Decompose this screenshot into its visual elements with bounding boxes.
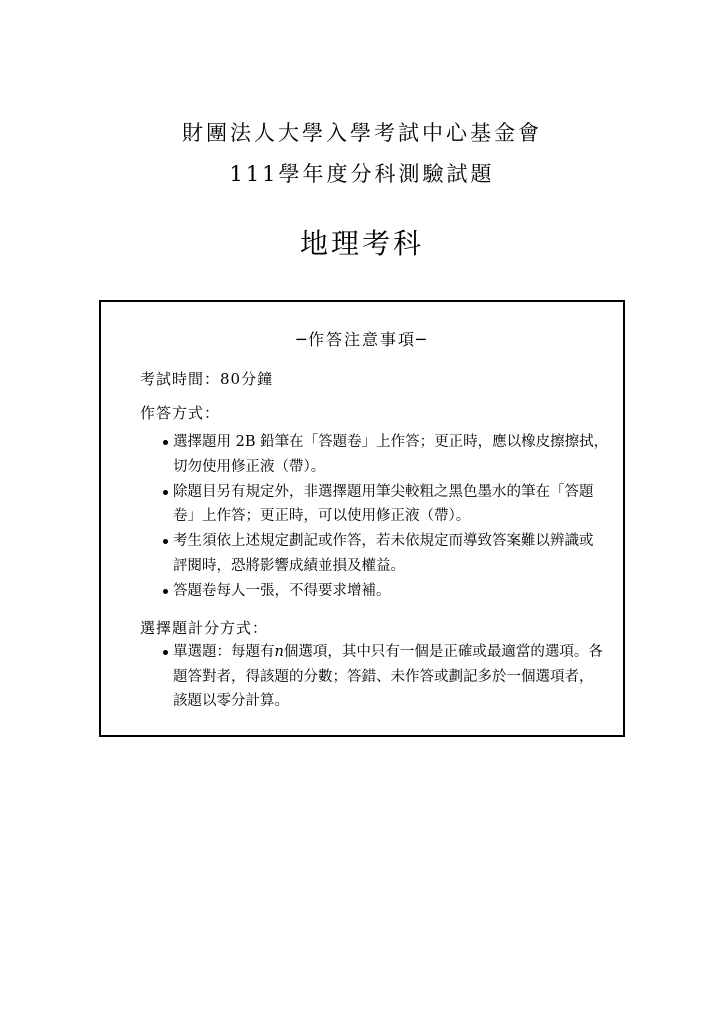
item-line: 題答對者，得該題的分數；答錯、未作答或劃記多於一個選項者， (173, 668, 594, 685)
answer-method-heading: 作答方式： (140, 404, 221, 422)
item-line: 切勿使用修正液（帶）。 (173, 458, 326, 475)
scoring-method-list (173, 640, 619, 714)
organization-name: 財團法人大學入學考試中心基金會 (182, 121, 542, 145)
bullet-marker (163, 440, 168, 445)
list-item (173, 529, 619, 579)
option-count-variable: n (274, 644, 284, 660)
bullet-marker (163, 539, 168, 544)
exam-name: 111學年度分科測驗試題 (229, 162, 495, 186)
exam-time: 考試時間：80分鐘 (140, 370, 274, 388)
list-item (173, 579, 619, 604)
notice-box (99, 300, 625, 737)
scoring-method-heading: 選擇題計分方式： (140, 619, 269, 637)
item-line: 選擇題用 2B 鉛筆在「答題卷」上作答；更正時，應以橡皮擦擦拭， (173, 434, 609, 450)
item-line: 除題目另有規定外，非選擇題用筆尖較粗之黑色墨水的筆在「答題 (173, 483, 594, 500)
item-text: 個選項，其中只有一個是正確或最適當的選項。各 (283, 644, 603, 660)
item-line: 該題以零分計算。 (173, 693, 289, 709)
item-line: 考生須依上述規定劃記或作答，若未依規定而導致答案難以辨識或 (173, 533, 594, 550)
bullet-marker (163, 589, 168, 594)
notice-title: ─作答注意事項─ (296, 330, 428, 349)
bullet-marker (163, 650, 168, 655)
item-text: 單選題：每題有 (173, 644, 275, 660)
list-item (173, 640, 619, 714)
item-line (173, 640, 619, 665)
item-line: 評閱時，恐將影響成績並損及權益。 (173, 557, 405, 574)
bullet-marker (163, 490, 168, 495)
item-line: 卷」上作答；更正時，可以使用修正液（帶）。 (173, 508, 471, 525)
item-line: 答題卷每人一張，不得要求增補。 (173, 582, 391, 599)
subject-title: 地理考科 (299, 227, 424, 260)
answer-method-list (173, 430, 619, 604)
list-item (173, 480, 619, 530)
list-item (173, 430, 619, 480)
